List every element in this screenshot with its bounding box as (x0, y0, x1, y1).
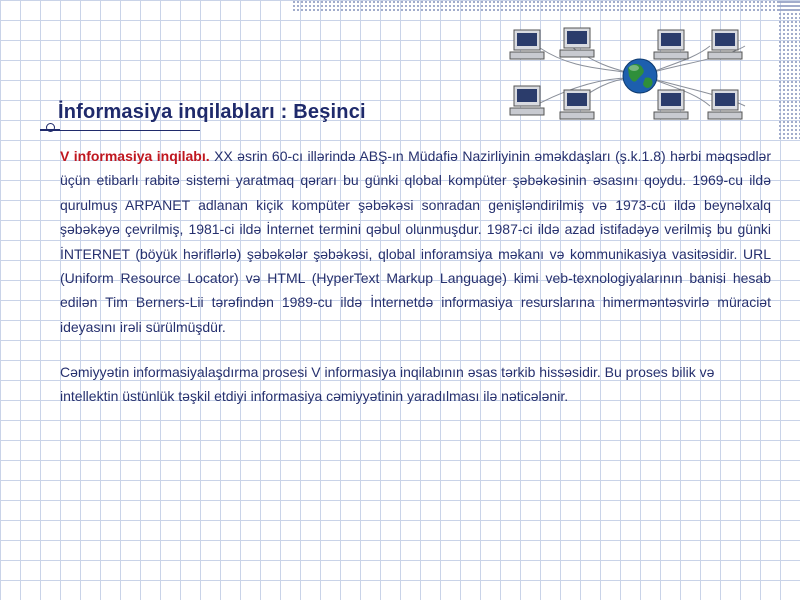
globe-icon (623, 59, 657, 93)
paragraph-1 (60, 144, 771, 339)
paragraph-1-body: XX əsrin 60-cı illərində ABŞ-ın Müdafiə Nazirliyinin əməkdaşları (ş.k.1.8) hərbi məqsədlər üçün etibarlı rabitə sistemi yaratmaq qərarı bu günki qlobal kompüter şəbəkəsinin əsasını qoydu. 1969-cu ildə qurulmuş ARPANET adlanan kiçik kompüter şəbəkəsi sonradan genişləndirilmiş və 1973-cü ildə beynəlxalq şəbəkəyə çevrilmiş, 1981-ci ildə İnternet termini qəbul olunmuşdur. 1987-ci ildə azad istifadəyə verilmiş bu günki İNTERNET (böyük həriflərlə) şəbəkələr şəbəkəsi, qlobal inforamsiya məkanı və kommunikasiya vasitəsidir. URL (Uniform Resource Locator) və HTML (HyperText Markup Language) kimi veb-texnologiyalarının banisi hesab edilən Tim Berners-Lii tərəfindən 1989-cu ildə İnternetdə informasiya resurslarına himerməntəsvirlə müraciət ideyasını irəli sürülmüşdür. (60, 148, 771, 335)
title-underline (40, 130, 200, 131)
computer-icon (510, 30, 544, 59)
slide-title: İnformasiya inqilabları : Beşinci (58, 101, 366, 123)
computer-network-image (500, 18, 790, 134)
paragraph-2: Cəmiyyətin informasiyalaşdırma prosesi V informasiya inqilabının əsas tərkib hissəsidir. Bu proses bilik və intellektin üstünlük təşkil etdiyi informasiya cəmiyyətinin yaradılması ilə nəticələnir. (60, 364, 715, 405)
dotted-top-band (292, 0, 800, 12)
paragraph-1-lead: V informasiya inqilabı. (60, 148, 210, 164)
